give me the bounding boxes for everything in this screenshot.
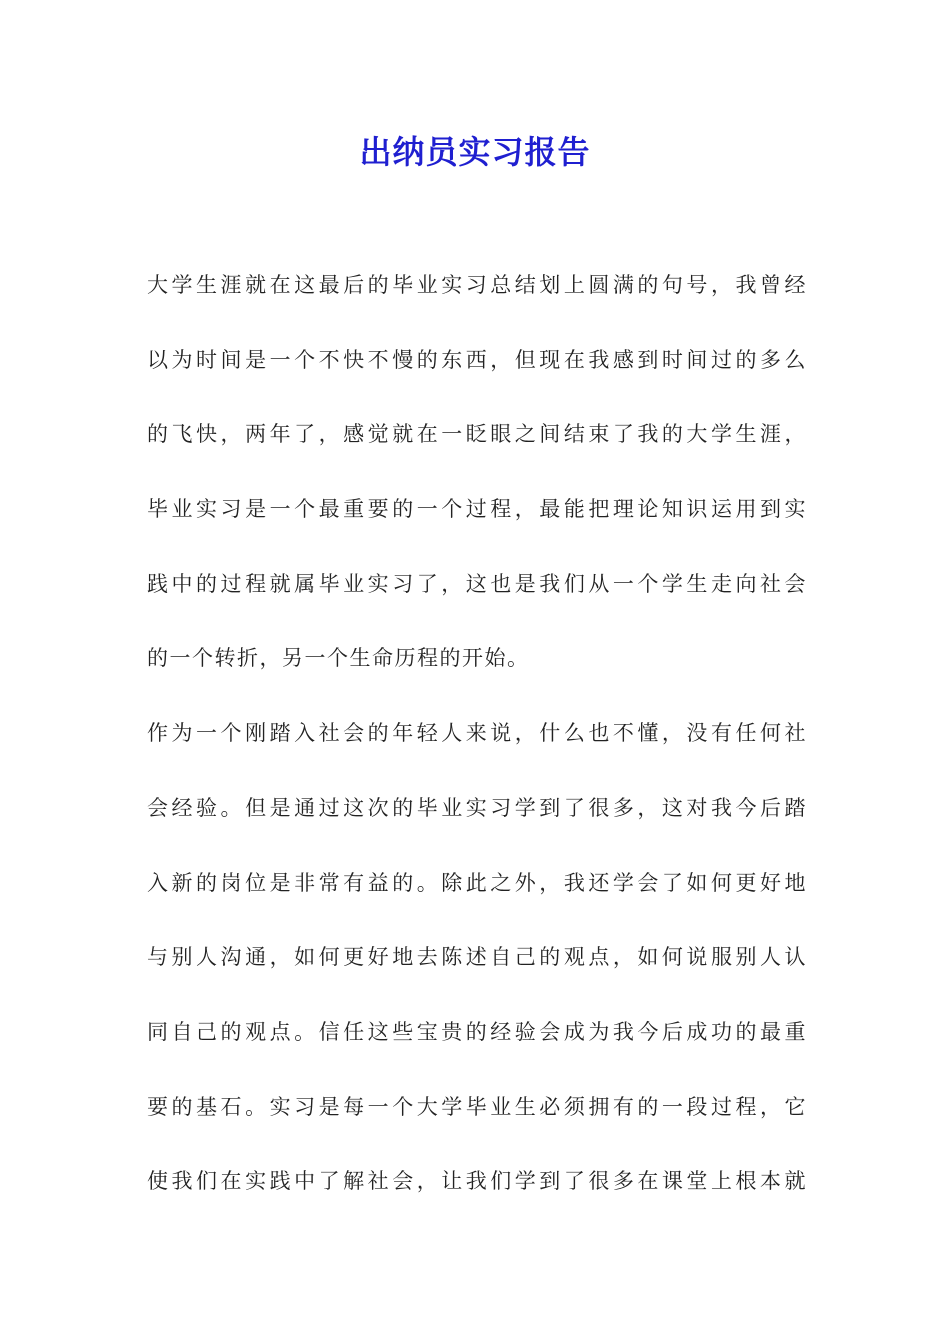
body-line: 践中的过程就属毕业实习了，这也是我们从一个学生走向社会 bbox=[147, 571, 807, 596]
body-line: 的一个转折，另一个生命历程的开始。 bbox=[147, 646, 530, 671]
body-line: 以为时间是一个不快不慢的东西，但现在我感到时间过的多么 bbox=[147, 347, 807, 372]
document-body bbox=[147, 263, 807, 1234]
body-line: 大学生涯就在这最后的毕业实习总结划上圆满的句号，我曾经 bbox=[147, 273, 807, 297]
document-title: 出纳员实习报告 bbox=[359, 133, 591, 171]
body-line: 与别人沟通，如何更好地去陈述自己的观点，如何说服别人认 bbox=[147, 945, 807, 970]
body-line: 的飞快，两年了，感觉就在一眨眼之间结束了我的大学生涯， bbox=[147, 422, 807, 447]
body-line: 毕业实习是一个最重要的一个过程，最能把理论知识运用到实 bbox=[147, 497, 807, 522]
body-line: 使我们在实践中了解社会，让我们学到了很多在课堂上根本就 bbox=[147, 1169, 807, 1194]
body-line: 会经验。但是通过这次的毕业实习学到了很多，这对我今后踏 bbox=[147, 795, 807, 820]
body-line: 同自己的观点。信任这些宝贵的经验会成为我今后成功的最重 bbox=[147, 1019, 807, 1044]
body-line: 要的基石。实习是每一个大学毕业生必须拥有的一段过程，它 bbox=[147, 1094, 807, 1119]
body-line: 入新的岗位是非常有益的。除此之外，我还学会了如何更好地 bbox=[147, 870, 807, 895]
body-line: 作为一个刚踏入社会的年轻人来说，什么也不懂，没有任何社 bbox=[147, 721, 807, 746]
